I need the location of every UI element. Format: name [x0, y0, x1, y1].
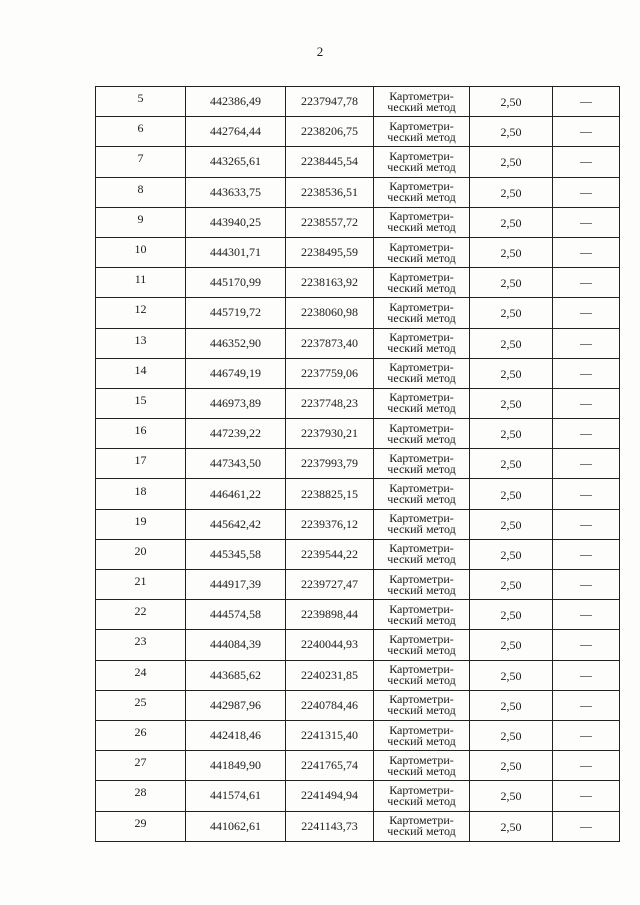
- accuracy-cell-text: 2,50: [500, 276, 522, 291]
- x-coordinate-cell: 444574,58: [186, 600, 286, 630]
- y-coordinate-cell: 2238163,92: [286, 268, 374, 298]
- table-row: [96, 207, 620, 237]
- method-cell: Картометри-ческий метод: [374, 207, 470, 237]
- point-number-cell-text: 21: [134, 574, 147, 589]
- x-coordinate-cell: 444301,71: [186, 237, 286, 267]
- x-coordinate-cell: 444917,39: [186, 570, 286, 600]
- point-number-cell-text: 25: [134, 694, 147, 709]
- note-cell: —: [553, 811, 620, 841]
- method-cell: Картометри-ческий метод: [374, 630, 470, 660]
- accuracy-cell-text: 2,50: [500, 95, 522, 110]
- page-number: 2: [316, 44, 324, 59]
- point-number-cell-text: 7: [137, 151, 144, 166]
- accuracy-cell-text: 2,50: [500, 729, 522, 744]
- point-number-cell: [96, 268, 186, 298]
- x-coordinate-cell: 443940,25: [186, 207, 286, 237]
- point-number-cell: [96, 328, 186, 358]
- table-row: [96, 419, 620, 449]
- accuracy-cell-text: 2,50: [500, 698, 522, 713]
- table-row: [96, 811, 620, 841]
- point-number-cell-text: 6: [137, 121, 144, 136]
- point-number-cell: [96, 539, 186, 569]
- method-cell: Картометри-ческий метод: [374, 720, 470, 750]
- table-row: [96, 479, 620, 509]
- y-coordinate-cell: 2239898,44: [286, 600, 374, 630]
- point-number-cell: [96, 87, 186, 117]
- method-cell: Картометри-ческий метод: [374, 87, 470, 117]
- point-number-cell: [96, 419, 186, 449]
- point-number-cell-text: 23: [134, 634, 147, 649]
- x-coordinate-cell: 444084,39: [186, 630, 286, 660]
- x-coordinate-cell: 446461,22: [186, 479, 286, 509]
- method-cell: Картометри-ческий метод: [374, 237, 470, 267]
- point-number-cell: [96, 690, 186, 720]
- point-number-cell: [96, 479, 186, 509]
- note-cell: —: [553, 237, 620, 267]
- coordinates-table: [95, 86, 620, 842]
- table-row: [96, 358, 620, 388]
- note-cell: —: [553, 479, 620, 509]
- table-row: [96, 298, 620, 328]
- y-coordinate-cell: 2238536,51: [286, 177, 374, 207]
- accuracy-cell-text: 2,50: [500, 547, 522, 562]
- point-number-cell: [96, 449, 186, 479]
- point-number-cell: [96, 630, 186, 660]
- accuracy-cell: [470, 811, 553, 841]
- note-cell: —: [553, 720, 620, 750]
- accuracy-cell: [470, 388, 553, 418]
- x-coordinate-cell: 447343,50: [186, 449, 286, 479]
- point-number-cell: [96, 358, 186, 388]
- y-coordinate-cell: 2239544,22: [286, 539, 374, 569]
- x-coordinate-cell: 445345,58: [186, 539, 286, 569]
- table-row: [96, 388, 620, 418]
- point-number-cell: [96, 600, 186, 630]
- accuracy-cell: [470, 87, 553, 117]
- accuracy-cell-text: 2,50: [500, 789, 522, 804]
- accuracy-cell: [470, 268, 553, 298]
- method-cell: Картометри-ческий метод: [374, 690, 470, 720]
- x-coordinate-cell: 441574,61: [186, 781, 286, 811]
- method-cell: Картометри-ческий метод: [374, 298, 470, 328]
- note-cell: —: [553, 600, 620, 630]
- y-coordinate-cell: 2237947,78: [286, 87, 374, 117]
- accuracy-cell: [470, 419, 553, 449]
- y-coordinate-cell: 2241765,74: [286, 751, 374, 781]
- y-coordinate-cell: 2238206,75: [286, 117, 374, 147]
- method-cell: Картометри-ческий метод: [374, 449, 470, 479]
- accuracy-cell: [470, 117, 553, 147]
- point-number-cell-text: 14: [134, 362, 147, 377]
- point-number-cell-text: 12: [134, 302, 147, 317]
- note-cell: —: [553, 117, 620, 147]
- accuracy-cell: [470, 449, 553, 479]
- method-cell: Картометри-ческий метод: [374, 328, 470, 358]
- x-coordinate-cell: 445642,42: [186, 509, 286, 539]
- point-number-cell-text: 5: [137, 91, 144, 106]
- note-cell: —: [553, 87, 620, 117]
- table-row: [96, 570, 620, 600]
- method-cell: Картометри-ческий метод: [374, 147, 470, 177]
- x-coordinate-cell: 447239,22: [186, 419, 286, 449]
- point-number-cell: [96, 147, 186, 177]
- note-cell: —: [553, 207, 620, 237]
- x-coordinate-cell: 445719,72: [186, 298, 286, 328]
- point-number-cell: [96, 660, 186, 690]
- table-row: [96, 268, 620, 298]
- accuracy-cell-text: 2,50: [500, 125, 522, 140]
- x-coordinate-cell: 442418,46: [186, 720, 286, 750]
- accuracy-cell: [470, 751, 553, 781]
- table-row: [96, 117, 620, 147]
- method-cell: Картометри-ческий метод: [374, 570, 470, 600]
- x-coordinate-cell: 443265,61: [186, 147, 286, 177]
- accuracy-cell-text: 2,50: [500, 246, 522, 261]
- x-coordinate-cell: 441849,90: [186, 751, 286, 781]
- table-row: [96, 147, 620, 177]
- table-row: [96, 660, 620, 690]
- x-coordinate-cell: 443633,75: [186, 177, 286, 207]
- point-number-cell-text: 11: [134, 272, 147, 287]
- accuracy-cell-text: 2,50: [500, 638, 522, 653]
- point-number-cell: [96, 388, 186, 418]
- method-cell: Картометри-ческий метод: [374, 509, 470, 539]
- point-number-cell-text: 20: [134, 543, 147, 558]
- note-cell: —: [553, 388, 620, 418]
- y-coordinate-cell: 2241315,40: [286, 720, 374, 750]
- table-row: [96, 539, 620, 569]
- x-coordinate-cell: 446749,19: [186, 358, 286, 388]
- y-coordinate-cell: 2241143,73: [286, 811, 374, 841]
- table-row: [96, 690, 620, 720]
- note-cell: —: [553, 690, 620, 720]
- y-coordinate-cell: 2237930,21: [286, 419, 374, 449]
- method-cell: Картометри-ческий метод: [374, 539, 470, 569]
- note-cell: —: [553, 781, 620, 811]
- point-number-cell: [96, 298, 186, 328]
- table-row: [96, 177, 620, 207]
- accuracy-cell: [470, 147, 553, 177]
- method-cell: Картометри-ческий метод: [374, 117, 470, 147]
- accuracy-cell: [470, 328, 553, 358]
- x-coordinate-cell: 445170,99: [186, 268, 286, 298]
- note-cell: —: [553, 328, 620, 358]
- y-coordinate-cell: 2238557,72: [286, 207, 374, 237]
- accuracy-cell-text: 2,50: [500, 608, 522, 623]
- x-coordinate-cell: 446352,90: [186, 328, 286, 358]
- method-cell: Картометри-ческий метод: [374, 177, 470, 207]
- accuracy-cell-text: 2,50: [500, 215, 522, 230]
- point-number-cell-text: 24: [134, 664, 147, 679]
- table-row: [96, 87, 620, 117]
- table-row: [96, 720, 620, 750]
- point-number-cell: [96, 751, 186, 781]
- note-cell: —: [553, 751, 620, 781]
- accuracy-cell: [470, 630, 553, 660]
- note-cell: —: [553, 509, 620, 539]
- point-number-cell-text: 13: [134, 332, 147, 347]
- point-number-cell-text: 27: [134, 755, 147, 770]
- accuracy-cell-text: 2,50: [500, 578, 522, 593]
- point-number-cell-text: 29: [134, 815, 147, 830]
- point-number-cell: [96, 207, 186, 237]
- note-cell: —: [553, 358, 620, 388]
- method-cell: Картометри-ческий метод: [374, 388, 470, 418]
- note-cell: —: [553, 298, 620, 328]
- y-coordinate-cell: 2240784,46: [286, 690, 374, 720]
- point-number-cell-text: 17: [134, 453, 147, 468]
- accuracy-cell: [470, 690, 553, 720]
- note-cell: —: [553, 539, 620, 569]
- table-row: [96, 449, 620, 479]
- accuracy-cell: [470, 720, 553, 750]
- x-coordinate-cell: 442987,96: [186, 690, 286, 720]
- table-row: [96, 237, 620, 267]
- accuracy-cell: [470, 539, 553, 569]
- method-cell: Картометри-ческий метод: [374, 781, 470, 811]
- note-cell: —: [553, 177, 620, 207]
- accuracy-cell-text: 2,50: [500, 396, 522, 411]
- table-row: [96, 781, 620, 811]
- accuracy-cell-text: 2,50: [500, 155, 522, 170]
- method-cell: Картометри-ческий метод: [374, 751, 470, 781]
- point-number-cell: [96, 237, 186, 267]
- note-cell: —: [553, 660, 620, 690]
- table-body: [96, 87, 620, 842]
- accuracy-cell-text: 2,50: [500, 306, 522, 321]
- y-coordinate-cell: 2238825,15: [286, 479, 374, 509]
- y-coordinate-cell: 2237759,06: [286, 358, 374, 388]
- accuracy-cell-text: 2,50: [500, 427, 522, 442]
- point-number-cell-text: 10: [134, 242, 147, 257]
- point-number-cell: [96, 117, 186, 147]
- y-coordinate-cell: 2237993,79: [286, 449, 374, 479]
- note-cell: —: [553, 419, 620, 449]
- point-number-cell-text: 15: [134, 392, 147, 407]
- table-row: [96, 328, 620, 358]
- y-coordinate-cell: 2239727,47: [286, 570, 374, 600]
- point-number-cell: [96, 177, 186, 207]
- accuracy-cell: [470, 781, 553, 811]
- accuracy-cell: [470, 298, 553, 328]
- accuracy-cell-text: 2,50: [500, 819, 522, 834]
- accuracy-cell-text: 2,50: [500, 487, 522, 502]
- table-row: [96, 509, 620, 539]
- y-coordinate-cell: 2239376,12: [286, 509, 374, 539]
- point-number-cell: [96, 811, 186, 841]
- point-number-cell-text: 22: [134, 604, 147, 619]
- accuracy-cell: [470, 177, 553, 207]
- accuracy-cell: [470, 509, 553, 539]
- table-row: [96, 751, 620, 781]
- method-cell: Картометри-ческий метод: [374, 660, 470, 690]
- accuracy-cell: [470, 600, 553, 630]
- accuracy-cell: [470, 207, 553, 237]
- accuracy-cell: [470, 237, 553, 267]
- point-number-cell: [96, 570, 186, 600]
- point-number-cell: [96, 781, 186, 811]
- point-number-cell-text: 18: [134, 483, 147, 498]
- point-number-cell-text: 26: [134, 725, 147, 740]
- method-cell: Картометри-ческий метод: [374, 268, 470, 298]
- method-cell: Картометри-ческий метод: [374, 600, 470, 630]
- point-number-cell-text: 9: [137, 211, 144, 226]
- y-coordinate-cell: 2241494,94: [286, 781, 374, 811]
- y-coordinate-cell: 2237748,23: [286, 388, 374, 418]
- accuracy-cell-text: 2,50: [500, 668, 522, 683]
- y-coordinate-cell: 2238495,59: [286, 237, 374, 267]
- table-row: [96, 600, 620, 630]
- y-coordinate-cell: 2240044,93: [286, 630, 374, 660]
- note-cell: —: [553, 147, 620, 177]
- accuracy-cell: [470, 660, 553, 690]
- point-number-cell-text: 28: [134, 785, 147, 800]
- method-cell: Картометри-ческий метод: [374, 358, 470, 388]
- x-coordinate-cell: 441062,61: [186, 811, 286, 841]
- x-coordinate-cell: 446973,89: [186, 388, 286, 418]
- point-number-cell-text: 19: [134, 513, 147, 528]
- point-number-cell-text: 16: [134, 423, 147, 438]
- accuracy-cell-text: 2,50: [500, 759, 522, 774]
- accuracy-cell: [470, 570, 553, 600]
- note-cell: —: [553, 630, 620, 660]
- y-coordinate-cell: 2238445,54: [286, 147, 374, 177]
- x-coordinate-cell: 442764,44: [186, 117, 286, 147]
- note-cell: —: [553, 449, 620, 479]
- note-cell: —: [553, 268, 620, 298]
- x-coordinate-cell: 442386,49: [186, 87, 286, 117]
- y-coordinate-cell: 2237873,40: [286, 328, 374, 358]
- x-coordinate-cell: 443685,62: [186, 660, 286, 690]
- point-number-cell: [96, 509, 186, 539]
- accuracy-cell-text: 2,50: [500, 457, 522, 472]
- method-cell: Картометри-ческий метод: [374, 479, 470, 509]
- y-coordinate-cell: 2240231,85: [286, 660, 374, 690]
- accuracy-cell-text: 2,50: [500, 366, 522, 381]
- method-cell: Картометри-ческий метод: [374, 419, 470, 449]
- point-number-cell: [96, 720, 186, 750]
- note-cell: —: [553, 570, 620, 600]
- accuracy-cell-text: 2,50: [500, 517, 522, 532]
- accuracy-cell: [470, 479, 553, 509]
- y-coordinate-cell: 2238060,98: [286, 298, 374, 328]
- accuracy-cell: [470, 358, 553, 388]
- method-cell: Картометри-ческий метод: [374, 811, 470, 841]
- table-row: [96, 630, 620, 660]
- accuracy-cell-text: 2,50: [500, 185, 522, 200]
- point-number-cell-text: 8: [137, 181, 144, 196]
- accuracy-cell-text: 2,50: [500, 336, 522, 351]
